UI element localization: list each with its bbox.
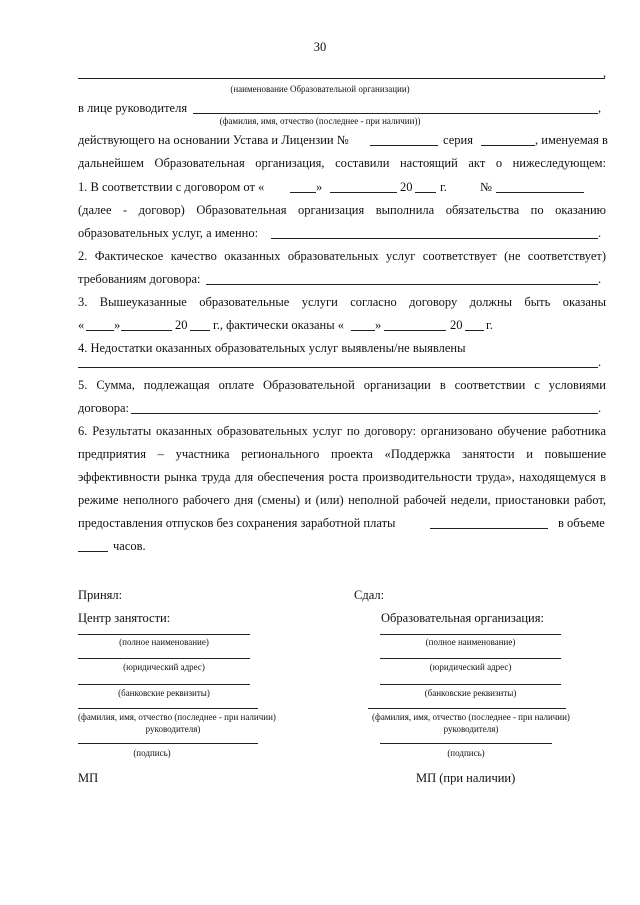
left-head-caption-1: (фамилия, имя, отчество (последнее - при наличии) <box>78 712 276 722</box>
right-address-caption: (юридический адрес) <box>429 662 512 672</box>
item1-day-line <box>290 192 316 193</box>
item1-period: . <box>598 226 602 240</box>
left-full-name-line <box>78 634 250 635</box>
right-head-caption-1: (фамилия, имя, отчество (последнее - при наличии) <box>372 712 570 722</box>
left-stamp: МП <box>78 771 99 785</box>
item5-line-1: 5. Сумма, подлежащая оплате Образовательной организации в соответствии с условиями <box>78 378 606 392</box>
item3-day2-line <box>351 330 375 331</box>
item6-volume-line <box>430 528 548 529</box>
left-bank-caption: (банковские реквизиты) <box>118 688 210 698</box>
item3-line-1: 3. Вышеуказанные образовательные услуги согласно договору должны быть оказаны <box>78 295 606 309</box>
item6-line-3: эффективности рынка труда для обеспечения роста производительности труда», находящемуся в <box>78 470 606 484</box>
right-head-line <box>368 708 566 709</box>
right-signature-line <box>380 743 552 744</box>
license-number-line <box>370 145 438 146</box>
item1-month-line <box>330 192 397 193</box>
left-head-caption-2: руководителя) <box>145 724 201 734</box>
item6-line-2: предприятия – участника регионального проекта «Поддержка занятости и повышение <box>78 447 606 461</box>
item5-amount-line <box>131 413 598 414</box>
item4-line-1: 4. Недостатки оказанных образовательных услуг выявлены/не выявлены <box>78 341 466 355</box>
trailing-comma: , <box>603 66 607 80</box>
item3-year1-line <box>190 330 210 331</box>
left-head-line <box>78 708 258 709</box>
right-address-line <box>380 658 561 659</box>
item6-hours-line <box>78 551 108 552</box>
org-name-line <box>78 78 605 79</box>
rep-prefix: в лице руководителя <box>78 101 188 115</box>
org-name-caption: (наименование Образовательной организации) <box>230 84 410 94</box>
left-bank-line <box>78 684 250 685</box>
item2-line-1: 2. Фактическое качество оказанных образовательных услуг соответствует (не соответствует) <box>78 249 606 263</box>
rep-name-line <box>193 113 598 114</box>
right-bank-line <box>380 684 561 685</box>
item4-defects-line <box>78 367 598 368</box>
item3-text-b: » <box>114 318 121 332</box>
item5-period: . <box>598 401 602 415</box>
left-signature-line <box>78 743 258 744</box>
item6-line-4: режиме неполного рабочего дня (смены) и (или) неполной рабочей недели, приостановки работ, <box>78 493 606 507</box>
item1-services-line <box>271 238 598 239</box>
item6-hours-label: часов. <box>113 539 146 553</box>
right-stamp: МП (при наличии) <box>416 771 516 785</box>
item1-text-b: » <box>316 180 323 194</box>
item3-text-c: 20 <box>175 318 188 332</box>
item3-text-d: г., фактически оказаны « <box>213 318 345 332</box>
left-org: Центр занятости: <box>78 611 171 625</box>
item3-text-g: г. <box>486 318 493 332</box>
item1-text-e: № <box>480 180 492 194</box>
item2-requirements-line <box>206 284 598 285</box>
item3-day1-line <box>86 330 114 331</box>
left-signature-caption: (подпись) <box>133 748 171 758</box>
license-series-line <box>481 145 535 146</box>
right-bank-caption: (банковские реквизиты) <box>424 688 517 698</box>
right-head-caption-2: руководителя) <box>443 724 499 734</box>
item5-line-2: договора: <box>78 401 130 415</box>
item6-volume-label: в объеме <box>558 516 605 530</box>
rep-comma: , <box>598 101 602 115</box>
item1-text-a: 1. В соответствии с договором от « <box>78 180 265 194</box>
item3-month1-line <box>121 330 172 331</box>
left-address-caption: (юридический адрес) <box>123 662 205 672</box>
intro-text-series: серия <box>443 133 473 147</box>
item1-line-3: образовательных услуг, а именно: <box>78 226 259 240</box>
item2-line-2: требованиям договора: <box>78 272 201 286</box>
left-address-line <box>78 658 250 659</box>
item6-line-5: предоставления отпусков без сохранения заработной платы <box>78 516 396 530</box>
intro-text-a: действующего на основании Устава и Лицензии № <box>78 133 349 147</box>
item1-year-line <box>415 192 436 193</box>
right-signature-caption: (подпись) <box>447 748 485 758</box>
intro-text-c: , именуемая в <box>535 133 608 147</box>
item3-text-f: 20 <box>450 318 463 332</box>
item1-contract-number-line <box>496 192 584 193</box>
right-org: Образовательная организация: <box>381 611 544 625</box>
item3-year2-line <box>465 330 484 331</box>
item4-period: . <box>598 355 602 369</box>
item1-text-d: г. <box>440 180 447 194</box>
page-number: 30 <box>313 40 327 54</box>
right-full-name-line <box>380 634 561 635</box>
right-heading: Сдал: <box>354 588 385 602</box>
left-full-name-caption: (полное наименование) <box>119 637 209 647</box>
intro-line-2: дальнейшем Образовательная организация, составили настоящий акт о нижеследующем: <box>78 156 606 170</box>
left-heading: Принял: <box>78 588 123 602</box>
item3-text-e: » <box>375 318 382 332</box>
item1-line-2: (далее - договор) Образовательная организация выполнила обязательства по оказанию <box>78 203 606 217</box>
rep-name-caption: (фамилия, имя, отчество (последнее - при наличии)) <box>219 116 421 126</box>
right-full-name-caption: (полное наименование) <box>425 637 516 647</box>
item6-line-1: 6. Результаты оказанных образовательных услуг по договору: организовано обучение работника <box>78 424 606 438</box>
item3-month2-line <box>384 330 446 331</box>
item2-period: . <box>598 272 602 286</box>
item3-text-a: « <box>78 318 85 332</box>
item1-text-c: 20 <box>400 180 413 194</box>
